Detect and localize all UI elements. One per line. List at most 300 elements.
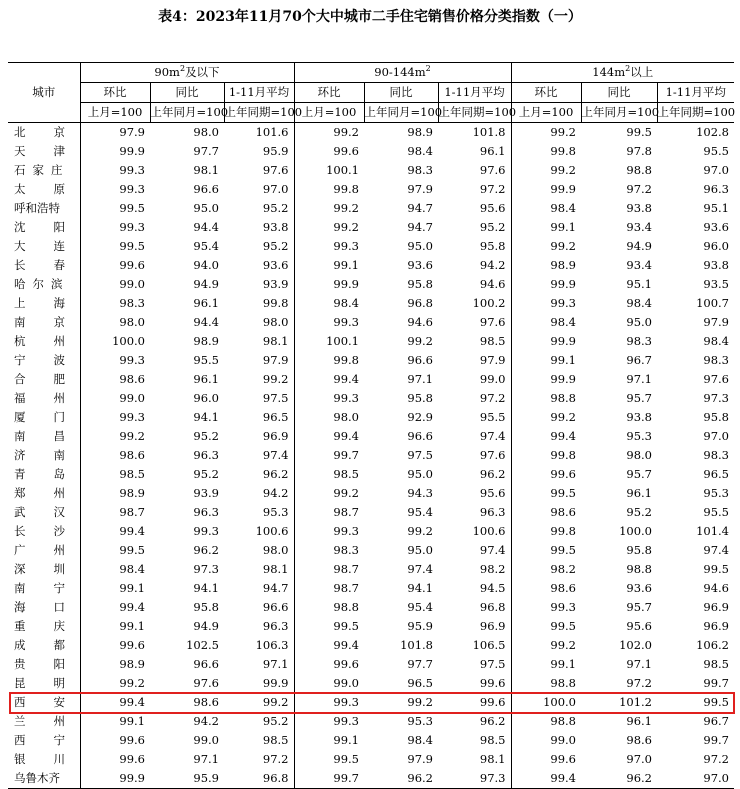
index-value: 99.0 bbox=[193, 733, 219, 747]
city-name: 南 宁 bbox=[8, 579, 80, 598]
unit-yoy: 上年同月=100 bbox=[581, 103, 657, 123]
index-value: 95.6 bbox=[438, 199, 511, 218]
index-value: 99.3 bbox=[193, 524, 219, 538]
index-value: 95.6 bbox=[626, 619, 652, 633]
index-value: 99.1 bbox=[119, 619, 145, 633]
index-value: 99.5 bbox=[119, 239, 145, 253]
index-value: 95.1 bbox=[626, 277, 652, 291]
index-value: 95.0 bbox=[407, 543, 433, 557]
city-name: 长 春 bbox=[8, 256, 80, 275]
index-value: 94.4 bbox=[193, 315, 219, 329]
index-value: 98.4 bbox=[703, 334, 729, 348]
index-value: 99.1 bbox=[119, 714, 145, 728]
index-value: 99.5 bbox=[703, 562, 729, 576]
city-name: 成 都 bbox=[8, 636, 80, 655]
index-value: 96.1 bbox=[626, 486, 652, 500]
index-value: 98.1 bbox=[193, 163, 219, 177]
index-value: 93.6 bbox=[224, 256, 294, 275]
city-name: 青 岛 bbox=[8, 465, 80, 484]
index-value: 98.5 bbox=[438, 731, 511, 750]
index-value: 96.2 bbox=[581, 769, 657, 789]
index-value: 99.9 bbox=[550, 182, 576, 196]
index-value: 97.6 bbox=[438, 446, 511, 465]
index-value: 99.2 bbox=[550, 125, 576, 139]
index-value: 99.8 bbox=[550, 524, 576, 538]
index-value: 99.6 bbox=[438, 693, 511, 712]
index-value: 98.9 bbox=[550, 258, 576, 272]
index-value: 99.2 bbox=[333, 125, 359, 139]
index-value: 97.6 bbox=[438, 161, 511, 180]
index-value: 101.4 bbox=[696, 524, 729, 538]
index-value: 99.1 bbox=[550, 220, 576, 234]
unit-yoy: 上年同月=100 bbox=[150, 103, 224, 123]
index-value: 97.9 bbox=[407, 182, 433, 196]
unit-avg: 上年同期=100 bbox=[224, 103, 294, 123]
index-value: 98.4 bbox=[550, 315, 576, 329]
index-value: 93.9 bbox=[224, 275, 294, 294]
index-value: 96.1 bbox=[626, 714, 652, 728]
index-value: 96.9 bbox=[703, 600, 729, 614]
index-value: 98.5 bbox=[333, 467, 359, 481]
index-value: 93.4 bbox=[626, 220, 652, 234]
index-value: 93.8 bbox=[626, 410, 652, 424]
index-value: 97.1 bbox=[193, 752, 219, 766]
index-value: 94.6 bbox=[407, 315, 433, 329]
index-value: 98.8 bbox=[626, 562, 652, 576]
index-value: 95.9 bbox=[407, 619, 433, 633]
index-value: 99.3 bbox=[119, 220, 145, 234]
index-value: 99.2 bbox=[119, 429, 145, 443]
index-value: 98.1 bbox=[224, 332, 294, 351]
index-value: 99.0 bbox=[119, 391, 145, 405]
index-value: 98.3 bbox=[119, 296, 145, 310]
index-value: 99.8 bbox=[333, 182, 359, 196]
table-row bbox=[8, 541, 734, 560]
page-title: 表4：2023年11月70个大中城市二手住宅销售价格分类指数（一） bbox=[158, 9, 582, 25]
table-row bbox=[8, 503, 734, 522]
index-value: 96.6 bbox=[193, 657, 219, 671]
index-value: 96.6 bbox=[193, 182, 219, 196]
subheader-mom: 环比 bbox=[80, 83, 150, 103]
city-name: 南 昌 bbox=[8, 427, 80, 446]
index-value: 99.6 bbox=[550, 752, 576, 766]
city-name: 天 津 bbox=[8, 142, 80, 161]
table-row bbox=[8, 199, 734, 218]
index-value: 99.7 bbox=[703, 676, 729, 690]
index-value: 96.5 bbox=[407, 676, 433, 690]
index-value: 99.6 bbox=[333, 657, 359, 671]
table-row bbox=[8, 484, 734, 503]
index-value: 101.8 bbox=[400, 638, 433, 652]
index-value: 94.9 bbox=[626, 239, 652, 253]
index-value: 95.2 bbox=[224, 712, 294, 731]
index-value: 98.8 bbox=[333, 600, 359, 614]
city-name: 宁 波 bbox=[8, 351, 80, 370]
unit-avg: 上年同期=100 bbox=[438, 103, 511, 123]
index-value: 99.4 bbox=[333, 372, 359, 386]
index-value: 95.0 bbox=[407, 467, 433, 481]
index-value: 98.4 bbox=[407, 144, 433, 158]
index-value: 102.0 bbox=[619, 638, 652, 652]
city-name: 银 川 bbox=[8, 750, 80, 769]
index-value: 98.5 bbox=[119, 467, 145, 481]
table-row bbox=[8, 237, 734, 256]
index-value: 96.9 bbox=[703, 619, 729, 633]
index-value: 94.6 bbox=[703, 581, 729, 595]
index-value: 98.7 bbox=[119, 505, 145, 519]
index-value: 95.6 bbox=[438, 484, 511, 503]
index-value: 98.8 bbox=[626, 163, 652, 177]
index-value: 96.1 bbox=[438, 142, 511, 161]
unit-mom: 上月=100 bbox=[80, 103, 150, 123]
subheader-yoy: 同比 bbox=[150, 83, 224, 103]
index-value: 99.8 bbox=[550, 448, 576, 462]
index-value: 98.0 bbox=[193, 125, 219, 139]
index-value: 99.5 bbox=[119, 543, 145, 557]
index-value: 99.3 bbox=[333, 695, 359, 709]
city-name: 贵 阳 bbox=[8, 655, 80, 674]
index-value: 95.2 bbox=[626, 505, 652, 519]
subheader-yoy: 同比 bbox=[581, 83, 657, 103]
index-value: 96.1 bbox=[193, 372, 219, 386]
index-value: 99.6 bbox=[119, 733, 145, 747]
index-value: 95.7 bbox=[626, 467, 652, 481]
index-value: 94.9 bbox=[193, 619, 219, 633]
index-value: 95.4 bbox=[407, 505, 433, 519]
index-value: 93.8 bbox=[224, 218, 294, 237]
index-value: 99.2 bbox=[333, 220, 359, 234]
index-value: 97.0 bbox=[703, 163, 729, 177]
table-row bbox=[8, 332, 734, 351]
index-value: 97.4 bbox=[407, 562, 433, 576]
index-value: 97.0 bbox=[626, 752, 652, 766]
table-row bbox=[8, 693, 734, 712]
index-value: 106.2 bbox=[696, 638, 729, 652]
table-row bbox=[8, 408, 734, 427]
index-value: 96.6 bbox=[224, 598, 294, 617]
index-value: 94.4 bbox=[193, 220, 219, 234]
index-value: 96.2 bbox=[438, 712, 511, 731]
index-value: 99.2 bbox=[333, 201, 359, 215]
city-name: 上 海 bbox=[8, 294, 80, 313]
index-value: 101.6 bbox=[224, 123, 294, 143]
table-row bbox=[8, 731, 734, 750]
index-value: 98.4 bbox=[626, 296, 652, 310]
index-value: 96.3 bbox=[703, 182, 729, 196]
index-value: 99.5 bbox=[550, 543, 576, 557]
index-value: 106.3 bbox=[224, 636, 294, 655]
index-value: 99.2 bbox=[224, 370, 294, 389]
index-value: 98.4 bbox=[119, 562, 145, 576]
index-value: 97.0 bbox=[224, 180, 294, 199]
index-value: 97.2 bbox=[224, 750, 294, 769]
index-value: 94.0 bbox=[193, 258, 219, 272]
city-name: 南 京 bbox=[8, 313, 80, 332]
index-value: 97.1 bbox=[626, 657, 652, 671]
index-value: 95.8 bbox=[438, 237, 511, 256]
index-value: 99.8 bbox=[224, 294, 294, 313]
index-value: 93.5 bbox=[703, 277, 729, 291]
index-value: 98.4 bbox=[550, 201, 576, 215]
index-value: 97.9 bbox=[703, 315, 729, 329]
table-row bbox=[8, 636, 734, 655]
index-value: 98.6 bbox=[193, 695, 219, 709]
table-row bbox=[8, 389, 734, 408]
index-value: 96.7 bbox=[703, 714, 729, 728]
index-value: 99.5 bbox=[626, 125, 652, 139]
index-value: 95.2 bbox=[224, 199, 294, 218]
index-value: 99.3 bbox=[550, 600, 576, 614]
group-header-medium: $90-144m^2$ bbox=[294, 63, 511, 83]
index-value: 99.4 bbox=[333, 429, 359, 443]
index-value: 96.3 bbox=[193, 448, 219, 462]
index-value: 99.4 bbox=[119, 600, 145, 614]
table-row bbox=[8, 522, 734, 541]
index-value: 99.3 bbox=[119, 182, 145, 196]
table-row bbox=[8, 294, 734, 313]
index-value: 95.5 bbox=[438, 408, 511, 427]
index-value: 97.2 bbox=[626, 182, 652, 196]
index-value: 99.9 bbox=[80, 769, 150, 789]
index-value: 99.2 bbox=[550, 410, 576, 424]
group-header-large: $144m^2$以上 bbox=[511, 63, 734, 83]
index-value: 98.9 bbox=[407, 125, 433, 139]
index-value: 99.8 bbox=[550, 144, 576, 158]
index-value: 95.8 bbox=[407, 391, 433, 405]
index-value: 97.3 bbox=[703, 391, 729, 405]
index-value: 97.4 bbox=[224, 446, 294, 465]
city-name: 济 南 bbox=[8, 446, 80, 465]
index-value: 100.0 bbox=[619, 524, 652, 538]
index-value: 96.3 bbox=[224, 617, 294, 636]
index-value: 102.8 bbox=[696, 125, 729, 139]
index-value: 99.3 bbox=[333, 315, 359, 329]
index-value: 95.4 bbox=[407, 600, 433, 614]
index-value: 94.1 bbox=[193, 581, 219, 595]
index-value: 97.9 bbox=[119, 125, 145, 139]
index-value: 95.7 bbox=[626, 391, 652, 405]
index-value: 97.2 bbox=[626, 676, 652, 690]
index-value: 99.2 bbox=[333, 486, 359, 500]
index-value: 99.6 bbox=[550, 467, 576, 481]
index-value: 99.2 bbox=[407, 695, 433, 709]
index-value: 97.4 bbox=[438, 427, 511, 446]
index-value: 98.7 bbox=[333, 581, 359, 595]
index-value: 96.7 bbox=[626, 353, 652, 367]
index-value: 94.7 bbox=[224, 579, 294, 598]
index-value: 99.5 bbox=[550, 486, 576, 500]
table-row bbox=[8, 351, 734, 370]
city-name: 呼和浩特 bbox=[8, 199, 80, 218]
table-row bbox=[8, 123, 734, 143]
index-value: 99.0 bbox=[333, 676, 359, 690]
index-value: 94.3 bbox=[407, 486, 433, 500]
index-value: 98.4 bbox=[333, 296, 359, 310]
index-value: 93.4 bbox=[626, 258, 652, 272]
index-value: 99.3 bbox=[333, 391, 359, 405]
index-value: 99.3 bbox=[119, 163, 145, 177]
table-row bbox=[8, 674, 734, 693]
table-row bbox=[8, 275, 734, 294]
index-value: 93.6 bbox=[626, 581, 652, 595]
index-value: 95.3 bbox=[224, 503, 294, 522]
index-value: 96.6 bbox=[407, 353, 433, 367]
index-value: 95.8 bbox=[193, 600, 219, 614]
index-value: 99.9 bbox=[550, 334, 576, 348]
index-value: 99.4 bbox=[119, 524, 145, 538]
index-value: 99.2 bbox=[407, 334, 433, 348]
table-body bbox=[8, 123, 734, 789]
city-name: 西 安 bbox=[8, 693, 80, 712]
index-value: 95.5 bbox=[193, 353, 219, 367]
index-value: 94.2 bbox=[193, 714, 219, 728]
index-value: 97.4 bbox=[703, 543, 729, 557]
city-name: 北 京 bbox=[8, 123, 80, 143]
index-value: 96.3 bbox=[438, 503, 511, 522]
index-value: 99.3 bbox=[333, 714, 359, 728]
subheader-mom: 环比 bbox=[511, 83, 581, 103]
subheader-mom: 环比 bbox=[294, 83, 364, 103]
table-row bbox=[8, 218, 734, 237]
index-value: 99.6 bbox=[119, 752, 145, 766]
city-name: 武 汉 bbox=[8, 503, 80, 522]
index-value: 96.8 bbox=[224, 769, 294, 789]
index-value: 97.1 bbox=[407, 372, 433, 386]
index-value: 102.5 bbox=[186, 638, 219, 652]
index-value: 94.5 bbox=[438, 579, 511, 598]
index-value: 95.3 bbox=[703, 486, 729, 500]
index-value: 98.6 bbox=[626, 733, 652, 747]
index-value: 98.1 bbox=[438, 750, 511, 769]
index-value: 98.5 bbox=[224, 731, 294, 750]
index-value: 98.8 bbox=[550, 391, 576, 405]
index-value: 96.3 bbox=[193, 505, 219, 519]
index-value: 99.1 bbox=[333, 258, 359, 272]
index-value: 96.2 bbox=[438, 465, 511, 484]
index-value: 99.4 bbox=[333, 638, 359, 652]
index-value: 97.9 bbox=[407, 752, 433, 766]
index-value: 99.0 bbox=[119, 277, 145, 291]
index-value: 99.7 bbox=[333, 448, 359, 462]
index-value: 98.6 bbox=[119, 448, 145, 462]
index-value: 99.7 bbox=[703, 733, 729, 747]
index-value: 97.0 bbox=[703, 429, 729, 443]
unit-yoy: 上年同月=100 bbox=[364, 103, 438, 123]
index-value: 96.2 bbox=[193, 543, 219, 557]
index-value: 100.7 bbox=[696, 296, 729, 310]
table-row bbox=[8, 712, 734, 731]
index-value: 99.2 bbox=[224, 693, 294, 712]
index-value: 99.9 bbox=[550, 372, 576, 386]
index-value: 97.5 bbox=[438, 655, 511, 674]
index-value: 98.3 bbox=[703, 353, 729, 367]
table-row bbox=[8, 180, 734, 199]
index-value: 93.8 bbox=[703, 258, 729, 272]
index-value: 98.3 bbox=[333, 543, 359, 557]
index-value: 99.3 bbox=[333, 239, 359, 253]
city-name: 沈 阳 bbox=[8, 218, 80, 237]
index-value: 99.5 bbox=[550, 619, 576, 633]
index-value: 99.2 bbox=[550, 638, 576, 652]
index-value: 99.5 bbox=[333, 619, 359, 633]
city-name: 昆 明 bbox=[8, 674, 80, 693]
index-value: 95.5 bbox=[703, 505, 729, 519]
index-value: 97.1 bbox=[626, 372, 652, 386]
index-value: 99.0 bbox=[550, 733, 576, 747]
index-value: 95.2 bbox=[193, 429, 219, 443]
index-value: 96.5 bbox=[703, 467, 729, 481]
city-name: 郑 州 bbox=[8, 484, 80, 503]
index-value: 97.7 bbox=[193, 144, 219, 158]
index-value: 97.9 bbox=[224, 351, 294, 370]
index-value: 100.6 bbox=[438, 522, 511, 541]
index-value: 97.9 bbox=[438, 351, 511, 370]
price-index-table bbox=[8, 62, 734, 789]
index-value: 98.0 bbox=[626, 448, 652, 462]
index-value: 99.5 bbox=[333, 752, 359, 766]
index-value: 98.5 bbox=[438, 332, 511, 351]
index-value: 96.0 bbox=[193, 391, 219, 405]
index-value: 98.0 bbox=[224, 541, 294, 560]
index-value: 98.7 bbox=[333, 505, 359, 519]
index-value: 99.7 bbox=[294, 769, 364, 789]
table-row bbox=[8, 161, 734, 180]
index-value: 99.3 bbox=[550, 296, 576, 310]
index-value: 97.8 bbox=[626, 144, 652, 158]
city-name: 哈 尔 滨 bbox=[8, 275, 80, 294]
subheader-avg: 1-11月平均 bbox=[224, 83, 294, 103]
index-value: 95.8 bbox=[626, 543, 652, 557]
unit-mom: 上月=100 bbox=[294, 103, 364, 123]
city-name: 厦 门 bbox=[8, 408, 80, 427]
city-name: 兰 州 bbox=[8, 712, 80, 731]
table-row bbox=[8, 142, 734, 161]
index-value: 96.5 bbox=[224, 408, 294, 427]
index-value: 95.9 bbox=[150, 769, 224, 789]
index-value: 97.3 bbox=[438, 769, 511, 789]
table-row bbox=[8, 370, 734, 389]
city-header: 城市 bbox=[8, 63, 80, 123]
index-value: 97.2 bbox=[438, 180, 511, 199]
table-row bbox=[8, 465, 734, 484]
index-value: 99.4 bbox=[119, 695, 145, 709]
index-value: 98.9 bbox=[193, 334, 219, 348]
index-value: 99.3 bbox=[119, 353, 145, 367]
index-value: 94.7 bbox=[407, 201, 433, 215]
index-value: 95.8 bbox=[703, 410, 729, 424]
index-value: 95.3 bbox=[407, 714, 433, 728]
city-name: 海 口 bbox=[8, 598, 80, 617]
index-value: 96.9 bbox=[438, 617, 511, 636]
city-name: 福 州 bbox=[8, 389, 80, 408]
index-value: 95.2 bbox=[193, 467, 219, 481]
index-value: 100.2 bbox=[438, 294, 511, 313]
index-value: 99.2 bbox=[119, 676, 145, 690]
index-value: 96.8 bbox=[407, 296, 433, 310]
table-row bbox=[8, 769, 734, 789]
index-value: 98.7 bbox=[333, 562, 359, 576]
table-row bbox=[8, 427, 734, 446]
index-value: 99.4 bbox=[550, 429, 576, 443]
subheader-avg: 1-11月平均 bbox=[657, 83, 734, 103]
table-row bbox=[8, 256, 734, 275]
city-name: 合 肥 bbox=[8, 370, 80, 389]
index-value: 99.9 bbox=[333, 277, 359, 291]
index-value: 94.7 bbox=[407, 220, 433, 234]
index-value: 95.4 bbox=[193, 239, 219, 253]
index-value: 95.1 bbox=[703, 201, 729, 215]
index-value: 106.5 bbox=[438, 636, 511, 655]
